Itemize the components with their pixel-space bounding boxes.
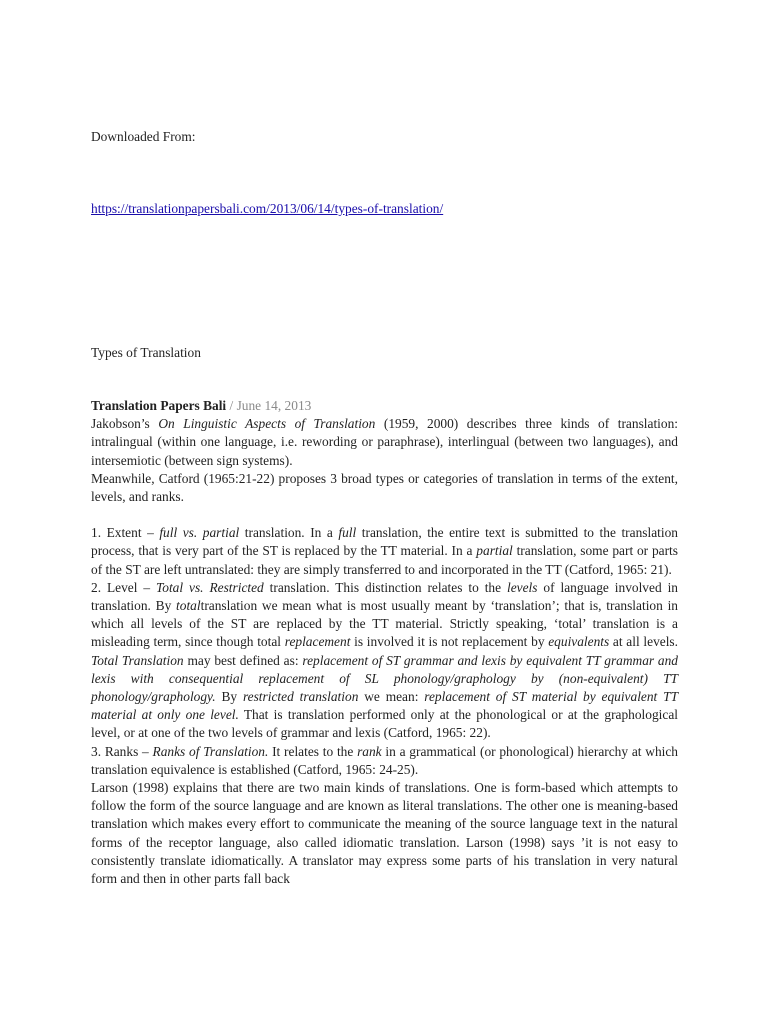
paragraph-extent: 1. Extent – full vs. partial translation. In a full translation, the entire text is submitted to the translation process, that is very part of the ST is replaced by the TT material. In a partial translation, some part or parts of the ST are left untranslated: they are simply transferred to and incorporated in the TT (Catford, 1965: 21). bbox=[91, 525, 678, 577]
paragraph-gap bbox=[91, 506, 678, 524]
byline bbox=[91, 397, 678, 415]
byline-date: June 14, 2013 bbox=[236, 398, 312, 413]
paragraph-catford: Meanwhile, Catford (1965:21-22) proposes 3 broad types or categories of translation in terms of the extent, levels, and ranks. bbox=[91, 470, 678, 505]
paragraph-jakobson: Jakobson’s On Linguistic Aspects of Translation (1959, 2000) describes three kinds of translation: intralingual (within one language, i.e. rewording or paraphrase), interlingual (between two languages), and intersemiotic (between sign systems). bbox=[91, 416, 678, 468]
byline-separator: / bbox=[226, 398, 237, 413]
paragraph-ranks: 3. Ranks – Ranks of Translation. It relates to the rank in a grammatical (or phonological) hierarchy at which translation equivalence is established (Catford, 1965: 24-25). bbox=[91, 743, 678, 777]
source-url-link[interactable]: https://translationpapersbali.com/2013/06/14/types-of-translation/ bbox=[91, 201, 444, 216]
downloaded-from-label: Downloaded From: bbox=[91, 129, 196, 144]
article-title: Types of Translation bbox=[91, 345, 201, 360]
byline-author: Translation Papers Bali bbox=[91, 398, 227, 413]
paragraph-larson: Larson (1998) explains that there are two main kinds of translations. One is form-based which attempts to follow the form of the source language and are known as literal translations. The other one is meaning-based translation which makes every effort to communicate the meaning of the source language text in the natural forms of the receptor language, also called idiomatic translation. Larson (1998) says ’it is not easy to consistently translate idiomatically. A translator may express some parts of his translation in very natural form and then in other parts fall back bbox=[91, 780, 678, 887]
article-body bbox=[91, 397, 678, 888]
paragraph-level: 2. Level – Total vs. Restricted translation. This distinction relates to the levels of language involved in translation. By totaltranslation we mean what is most usually meant by ‘translation’; that is, translation in which all levels of the ST are replaced by the TT material. Strictly speaking, ‘total’ translation is a misleading term, since though total replacement is involved it is not replacement by equivalents at all levels. Total Translation may best defined as: replacement of ST grammar and lexis by equivalent TT grammar and lexis with consequential replacement of SL phonology/graphology by (non-equivalent) TT phonology/graphology. By restricted translation we mean: replacement of ST material by equivalent TT material at only one level. That is translation performed only at the phonological or at the graphological level, or at one of the two levels of grammar and lexis (Catford, 1965: 22). bbox=[91, 579, 679, 741]
source-url-line bbox=[91, 200, 443, 218]
